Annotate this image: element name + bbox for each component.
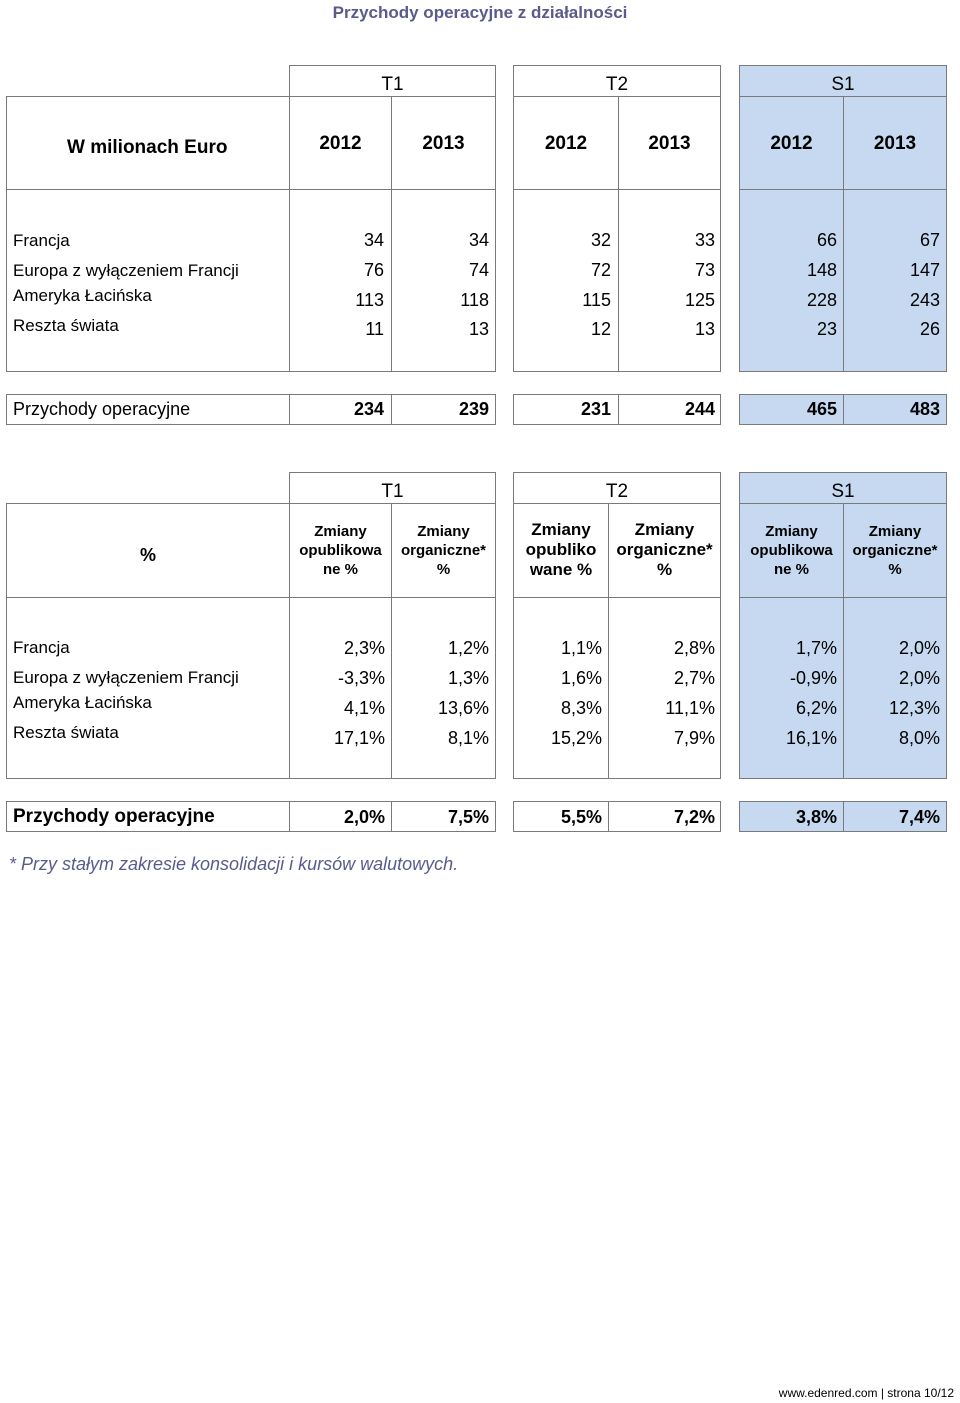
table-cell: 34 <box>468 230 489 250</box>
table-cell: 7,9% <box>673 728 715 748</box>
total-label: Przychody operacyjne <box>13 806 215 827</box>
table-cell: 148 <box>806 260 837 280</box>
total-cell: 3,8% <box>795 807 837 827</box>
row-label-cell <box>6 597 290 779</box>
table-cell: 8,0% <box>898 728 940 748</box>
divider <box>618 394 619 425</box>
table-cell: 67 <box>919 230 940 250</box>
table-cell: 115 <box>582 290 611 310</box>
total-cell: 7,2% <box>673 807 715 827</box>
period-label: T2 <box>605 74 629 95</box>
row-label: Francja <box>13 231 70 250</box>
table-cell: 2,0% <box>898 638 940 658</box>
subheader-organic-change: Zmiany organiczne* % <box>400 523 487 578</box>
table-cell: 1,1% <box>560 638 602 658</box>
table-cell: 4,1% <box>343 698 385 718</box>
row-label: Reszta świata <box>13 723 119 742</box>
page-title: Przychody operacyjne z działalności <box>332 3 628 22</box>
total-cell: 2,0% <box>343 807 385 827</box>
total-cell: 7,4% <box>898 807 940 827</box>
table-cell: 2,7% <box>673 668 715 688</box>
table-cell: 76 <box>363 260 384 280</box>
table-cell: 8,3% <box>560 698 602 718</box>
divider <box>843 189 844 372</box>
divider <box>608 597 609 779</box>
row-label: Ameryka Łacińska <box>13 693 152 712</box>
footnote: * Przy stałym zakresie konsolidacji i kursów walutowych. <box>9 854 459 874</box>
year-label: 2012 <box>770 133 813 154</box>
table-cell: 1,3% <box>447 668 489 688</box>
period-label: T1 <box>381 74 404 95</box>
table-cell: 11 <box>365 319 384 339</box>
period-label: S1 <box>831 481 855 502</box>
divider <box>618 189 619 372</box>
table-cell: 72 <box>590 260 611 280</box>
row-label: Reszta świata <box>13 316 119 335</box>
total-cell: 483 <box>909 399 940 419</box>
year-label: 2013 <box>648 133 691 154</box>
row-label: Europa z wyłączeniem Francji <box>13 668 239 687</box>
divider <box>843 801 844 832</box>
subheader-organic-change: Zmiany organiczne* % <box>852 523 938 578</box>
table-cell: 2,8% <box>673 638 715 658</box>
period-label: T1 <box>381 481 404 502</box>
table-cell: 13,6% <box>437 698 489 718</box>
total-cell: 465 <box>806 399 837 419</box>
total-cell: 231 <box>580 399 611 419</box>
subheader-organic-change: Zmiany organiczne* % <box>616 520 713 579</box>
table-cell: 228 <box>806 290 837 310</box>
page-footer: www.edenred.com | strona 10/12 <box>778 1386 954 1400</box>
table-cell: 13 <box>468 319 489 339</box>
table-cell: 1,2% <box>447 638 489 658</box>
table-cell: -0,9% <box>789 668 837 688</box>
table-cell: 147 <box>909 260 940 280</box>
table-cell: 1,6% <box>560 668 602 688</box>
row-label: Francja <box>13 638 70 657</box>
year-label: 2012 <box>319 133 362 154</box>
table-cell: 2,0% <box>898 668 940 688</box>
year-label: 2013 <box>422 133 465 154</box>
subheader-published-change: Zmiany opublikowa ne % <box>299 523 382 578</box>
row-label: Ameryka Łacińska <box>13 286 152 305</box>
table-cell: 66 <box>816 230 837 250</box>
table-cell: 17,1% <box>333 728 385 748</box>
unit-label: % <box>139 545 156 565</box>
period-label: S1 <box>831 74 855 95</box>
table-cell: 13 <box>694 319 715 339</box>
table-cell: 12,3% <box>888 698 940 718</box>
total-cell: 7,5% <box>447 807 489 827</box>
table-cell: 6,2% <box>795 698 837 718</box>
period-label: T2 <box>605 481 629 502</box>
total-cell: 239 <box>458 399 489 419</box>
year-label: 2013 <box>873 133 917 154</box>
table-cell: -3,3% <box>337 668 385 688</box>
table-cell: 34 <box>363 230 384 250</box>
divider <box>391 394 392 425</box>
row-label: Europa z wyłączeniem Francji <box>13 261 239 280</box>
table-cell: 125 <box>684 290 715 310</box>
total-label: Przychody operacyjne <box>13 399 191 419</box>
subheader-published-change: Zmiany opubliko wane % <box>525 520 597 579</box>
table-cell: 8,1% <box>447 728 489 748</box>
divider <box>391 597 392 779</box>
table-cell: 23 <box>816 319 837 339</box>
table-cell: 243 <box>909 290 940 310</box>
table-cell: 33 <box>694 230 715 250</box>
divider <box>608 801 609 832</box>
subheader-published-change: Zmiany opublikowa ne % <box>750 523 833 578</box>
table-cell: 2,3% <box>343 638 385 658</box>
table-cell: 15,2% <box>550 728 602 748</box>
table-cell: 26 <box>919 319 940 339</box>
total-cell: 5,5% <box>560 807 602 827</box>
table-cell: 118 <box>460 290 489 310</box>
total-cell: 244 <box>684 399 715 419</box>
unit-label: W milionach Euro <box>67 137 228 158</box>
table-cell: 11,1% <box>665 698 715 718</box>
table-cell: 73 <box>694 260 715 280</box>
table-cell: 113 <box>355 290 384 310</box>
table-cell: 32 <box>590 230 611 250</box>
divider <box>843 597 844 779</box>
divider <box>391 801 392 832</box>
divider <box>391 189 392 372</box>
total-cell: 234 <box>353 399 384 419</box>
table-cell: 1,7% <box>795 638 837 658</box>
table-cell: 12 <box>590 319 611 339</box>
year-label: 2012 <box>544 133 588 154</box>
table-cell: 74 <box>468 260 489 280</box>
table-cell: 16,1% <box>785 728 837 748</box>
divider <box>843 394 844 425</box>
